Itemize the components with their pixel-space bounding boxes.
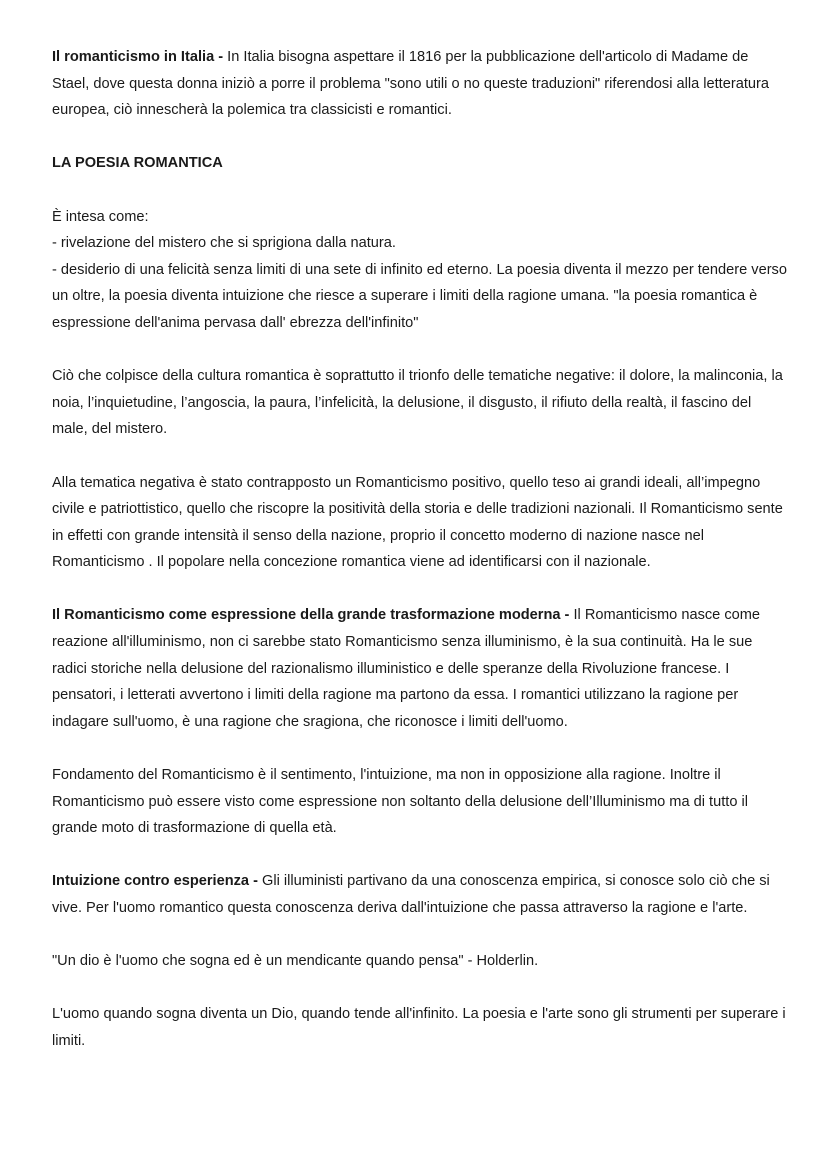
paragraph-text: Il Romanticismo nasce come reazione all'illuminismo, non ci sarebbe stato Romanticismo senza illuminismo, è la sua continuità. Ha le sue radici storiche nella delusione del razionalismo illuministico e delle speranze della Rivoluzione francese. I pensatori, i letterati avvertono i limiti della ragione ma partono da essa. I romantici utilizzano la ragione per indagare sull'uomo, è una ragione che sragiona, che riconosce i limiti dell'uomo. (52, 607, 761, 730)
paragraph-romanticismo-positivo: Alla tematica negativa è stato contrapposto un Romanticismo positivo, quello teso ai grandi ideali, all’impegno civile e patriottistico, quello che riscopre la positività della storia e delle tradizioni nazionali. Il Romanticismo sente in effetti con grande intensità il senso della nazione, proprio il concetto moderno di nazione nasce nel Romanticismo . Il popolare nella concezione romantica viene ad identificarsi con il nazionale. (52, 474, 783, 571)
heading-poesia-romantica: LA POESIA ROMANTICA (52, 155, 223, 172)
section-title-intuizione: Intuizione contro esperienza - (52, 873, 263, 890)
section-title-trasformazione: Il Romanticismo come espressione della grande trasformazione moderna - (52, 607, 574, 624)
list-item-rivelazione: - rivelazione del mistero che si sprigiona dalla natura. (52, 235, 396, 252)
quote-holderlin: "Un dio è l'uomo che sogna ed è un mendicante quando pensa" - Holderlin. (52, 953, 539, 970)
paragraph-intuizione-esperienza (52, 868, 787, 921)
paragraph-text: Gli illuministi partivano da una conoscenza empirica, si conosce solo ciò che si vive. Per l'uomo romantico questa conoscenza deriva dall'intuizione che passa attraverso la ragione e l'arte. (52, 873, 770, 916)
document-page (52, 44, 787, 1055)
paragraph-trasformazione-moderna (52, 602, 787, 735)
list-item-desiderio: - desiderio di una felicità senza limiti di una sete di infinito ed eterno. La poesia diventa il mezzo per tendere verso un oltre, la poesia diventa intuizione che riesce a superare i limiti della ragione umana. "la poesia romantica è espressione dell'anima pervasa dall' ebrezza dell'infinito" (52, 261, 787, 331)
paragraph-text: In Italia bisogna aspettare il 1816 per la pubblicazione dell'articolo di Madame de Stael, dove questa donna iniziò a porre il problema "sono utili o no queste traduzioni" riferendosi alla letteratura europea, ciò innescherà la polemica tra classicisti e romantici. (52, 49, 769, 119)
paragraph-conclusione: L'uomo quando sogna diventa un Dio, quando tende all'infinito. La poesia e l'arte sono gli strumenti per superare i limiti. (52, 1006, 786, 1049)
paragraph-tematiche-negative: Ciò che colpisce della cultura romantica è soprattutto il trionfo delle tematiche negative: il dolore, la malinconia, la noia, l’inquietudine, l’angoscia, la paura, l’infelicità, la delusione, il disgusto, il rifiuto della realtà, il fascino del male, del mistero. (52, 368, 783, 438)
paragraph-romanticismo-italia (52, 44, 787, 124)
paragraph-fondamento: Fondamento del Romanticismo è il sentimento, l'intuizione, ma non in opposizione alla ragione. Inoltre il Romanticismo può essere visto come espressione non soltanto della delusione dell’Illuminismo ma di tutto il grande moto di trasformazione di quella età. (52, 767, 748, 837)
section-title-romanticismo-italia: Il romanticismo in Italia - (52, 49, 228, 65)
paragraph-intesa-intro: È intesa come: (52, 208, 149, 225)
